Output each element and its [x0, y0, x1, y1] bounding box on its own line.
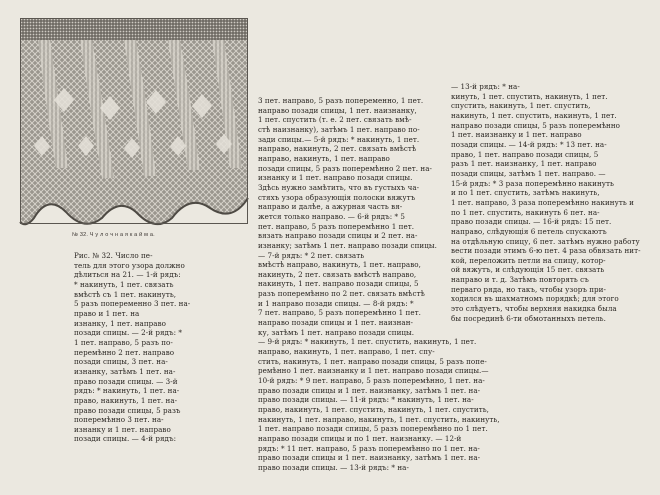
text-line: накинуть, 1 пет. спустить, накинуть, 1 пет. [451, 110, 617, 120]
text-line: — 7-й рядъ: * 2 пет. связать [258, 250, 365, 260]
text-line: направо позади спицы, 1 пет. наизнанку, [258, 105, 417, 115]
text-line: ой вяжутъ, и слѣдующія 15 пет. связать [451, 265, 605, 275]
text-line: стяхъ узора образующія полоски вяжутъ [258, 192, 416, 202]
text-line: направо, слѣдующія 6 петель спускаютъ [451, 226, 607, 236]
text-line: это слѣдуетъ, чтобы верхняя накидка была [451, 304, 617, 314]
text-line: позади спицы. — 4-й рядъ: [74, 434, 177, 444]
text-line: и 1 направо позади спицы. — 8-й рядъ: * [258, 298, 414, 308]
text-line: вмѣстѣ направо, накинуть, 1 пет. направо, [258, 260, 421, 270]
text-line: накинуть, 1 пет. направо, накинуть, 1 пет. спустить, накинуть, [258, 414, 500, 424]
text-line: право позади спицы и 1 пет. наизнанку, затѣмъ 1 пет. на- [258, 385, 481, 395]
text-line: стѣ наизнанку), затѣмъ 1 пет. направо по- [258, 124, 420, 134]
text-line: вязать направо позади спицы и 2 пет. на- [258, 231, 418, 241]
text-line: 10-й рядъ: * 9 пет. направо, 5 разъ поперемѣнно, 1 пет. на- [258, 376, 485, 386]
text-line: стить, накинуть, 1 пет. направо позади спицы, 5 разъ попе- [258, 356, 487, 366]
text-line: право и 1 пет. на [74, 308, 140, 318]
right-text-column [451, 82, 641, 323]
text-line: позади спицы, 5 разъ поперемѣнно 2 пет. на- [258, 163, 432, 173]
text-line: право позади спицы и 1 пет. наизнанку, затѣмъ 1 пет. на- [258, 453, 481, 463]
text-line: 1 пет. направо позади спицы, 5 разъ поперемѣнно по 1 пет. [258, 424, 488, 434]
text-line: рядъ: * накинуть, 1 пет. на- [74, 386, 180, 396]
text-line: право, накинуть, 1 пет. спустить, накинуть, 1 пет. спустить, [258, 405, 489, 414]
text-line: 1 пет. направо, 3 раза поперемѣнно накинуть и [451, 197, 634, 207]
text-line: разъ 1 пет. наизнанку, 1 пет. направо [451, 159, 597, 169]
text-line: вмѣстѣ съ 1 пет. накинуть, [74, 289, 177, 299]
text-line: изнанку и 1 пет. направо [74, 424, 171, 434]
text-line: изнанку и 1 пет. направо позади спицы. [258, 173, 413, 183]
text-line: вести позади этимъ 6-ю пет. 4 раза обвязать нит- [451, 246, 641, 256]
text-line: рядъ: * 11 пет. направо, 5 разъ поперемѣнно по 1 пет. на- [258, 443, 480, 453]
text-line: изнанку, 1 пет. направо [74, 318, 166, 328]
text-line: позади спицы. — 2-й рядъ: * [74, 328, 182, 338]
text-line: накинуть, 2 пет. связать вмѣстѣ направо, [258, 269, 417, 279]
text-line: поперемѣнно 3 пет. на- [74, 415, 164, 425]
text-line: право, 1 пет. направо позади спицы, 5 [451, 149, 599, 159]
text-line: накинуть, 1 пет. направо позади спицы, 5 [258, 279, 419, 289]
text-line: * накинуть, 1 пет. связать [74, 279, 174, 289]
text-line: 15-й рядъ: * 3 раза поперемѣнно накинуть [451, 178, 614, 188]
text-line: направо и далѣе, а ажурная часть вя- [258, 202, 403, 212]
text-line: перемѣнно 2 пет. направо [74, 347, 175, 357]
text-line: изнанку, затѣмъ 1 пет. на- [74, 366, 176, 376]
text-line: — 9-й рядъ: * накинуть, 1 пет. спустить, накинуть, 1 пет. [258, 337, 477, 347]
text-line: бы посрединѣ 6-ти обмотанныхъ петель. [451, 313, 606, 323]
text-line: направо, накинуть, 2 пет. связать вмѣстѣ [258, 144, 417, 154]
text-line: — 13-й рядъ: * на- [451, 82, 520, 91]
text-line: право позади спицы. — 13-й рядъ: * на- [258, 462, 409, 472]
text-line: спустить, накинуть, 1 пет. спустить, [451, 101, 591, 111]
text-line: разъ поперемѣнно по 2 пет. связать вмѣстѣ [258, 289, 425, 299]
text-line: ремѣнно 1 пет. наизнанку и 1 пет. направо позади спицы.— [258, 366, 489, 376]
text-line: кой, переложить петли на спицу, котор- [451, 255, 606, 265]
text-line: жется только направо. — 6-й рядъ: * 5 [258, 211, 406, 221]
text-line: зади спицы.— 5-й рядъ: * накинуть, 1 пет. [258, 134, 420, 144]
text-line: ходился въ шахматномъ порядкѣ; для этого [451, 294, 619, 304]
text-line: Здѣсь нужно замѣтить, что въ густыхъ ча- [258, 182, 420, 192]
text-line: направо позади спицы и по 1 пет. наизнанку. — 12-й [258, 433, 462, 443]
text-line: направо и т. д. Затѣмъ повторять съ [451, 275, 589, 285]
text-line: пет. направо, 5 разъ поперемѣнно 1 пет. [258, 221, 415, 231]
knitting-lace-illustration [20, 18, 248, 224]
text-line: право позади спицы. — 16-й рядъ: 15 пет. [451, 217, 612, 227]
text-line: направо, накинуть, 1 пет. направо, 1 пет. спу- [258, 347, 435, 357]
text-line: 5 разъ попеременно 3 пет. на- [74, 299, 191, 309]
text-line: тель для этого узора должно [74, 260, 185, 270]
text-line: 1 пет. спустить (т. е. 2 пет. связать вмѣ- [258, 115, 412, 125]
text-line: 1 пет. направо, 5 разъ по- [74, 337, 173, 347]
text-line: позади спицы. — 14-й рядъ: * 13 пет. на- [451, 139, 607, 149]
left-text-column [74, 251, 234, 444]
text-line: направо, накинуть, 1 пет. направо [258, 153, 390, 163]
text-line: Рис. № 32. Число пе- [74, 251, 153, 260]
text-line: 1 пет. наизнанку и 1 пет. направо [451, 130, 582, 140]
text-line: ку, затѣмъ 1 пет. направо позади спицы. [258, 327, 415, 337]
figure-caption: № 32. Ч у л о ч н а я к а й м а. [72, 232, 155, 238]
text-line: кинуть, 1 пет. спустить, накинуть, 1 пет. [451, 91, 608, 101]
text-line: право, накинуть, 1 пет. на- [74, 395, 178, 405]
text-line: 3 пет. направо, 5 разъ попеременно, 1 пет. [258, 96, 424, 105]
text-line: право позади спицы. — 3-й [74, 376, 178, 386]
text-line: направо позади спицы, 5 разъ поперемѣнно [451, 120, 621, 130]
text-line: право позади спицы. — 11-й рядъ: * накинуть, 1 пет. на- [258, 395, 474, 405]
middle-text-column [258, 96, 500, 473]
text-line: позади спицы, затѣмъ 1 пет. направо. — [451, 168, 606, 178]
text-line: 7 пет. направо, 5 разъ поперемѣнно 1 пет. [258, 308, 421, 318]
text-line: направо позади спицы и 1 пет. наизнан- [258, 318, 413, 328]
text-line: право позади спицы, 5 разъ [74, 405, 181, 415]
text-line: позади спицы, 3 пет. на- [74, 357, 168, 367]
text-line: по 1 пет. спустить, накинуть 6 пет. на- [451, 207, 600, 217]
text-line: изнанку; затѣмъ 1 пет. направо позади спицы. [258, 240, 437, 250]
text-line: на отдѣльную спицу, 6 пет. затѣмъ нужно работу [451, 236, 640, 246]
text-line: и по 1 пет. спустить, затѣмъ накинуть, [451, 188, 600, 198]
text-line: дѣлиться на 21. — 1-й рядъ: [74, 270, 181, 280]
text-line: перваго ряда, но такъ, чтобы узоръ при- [451, 284, 606, 294]
